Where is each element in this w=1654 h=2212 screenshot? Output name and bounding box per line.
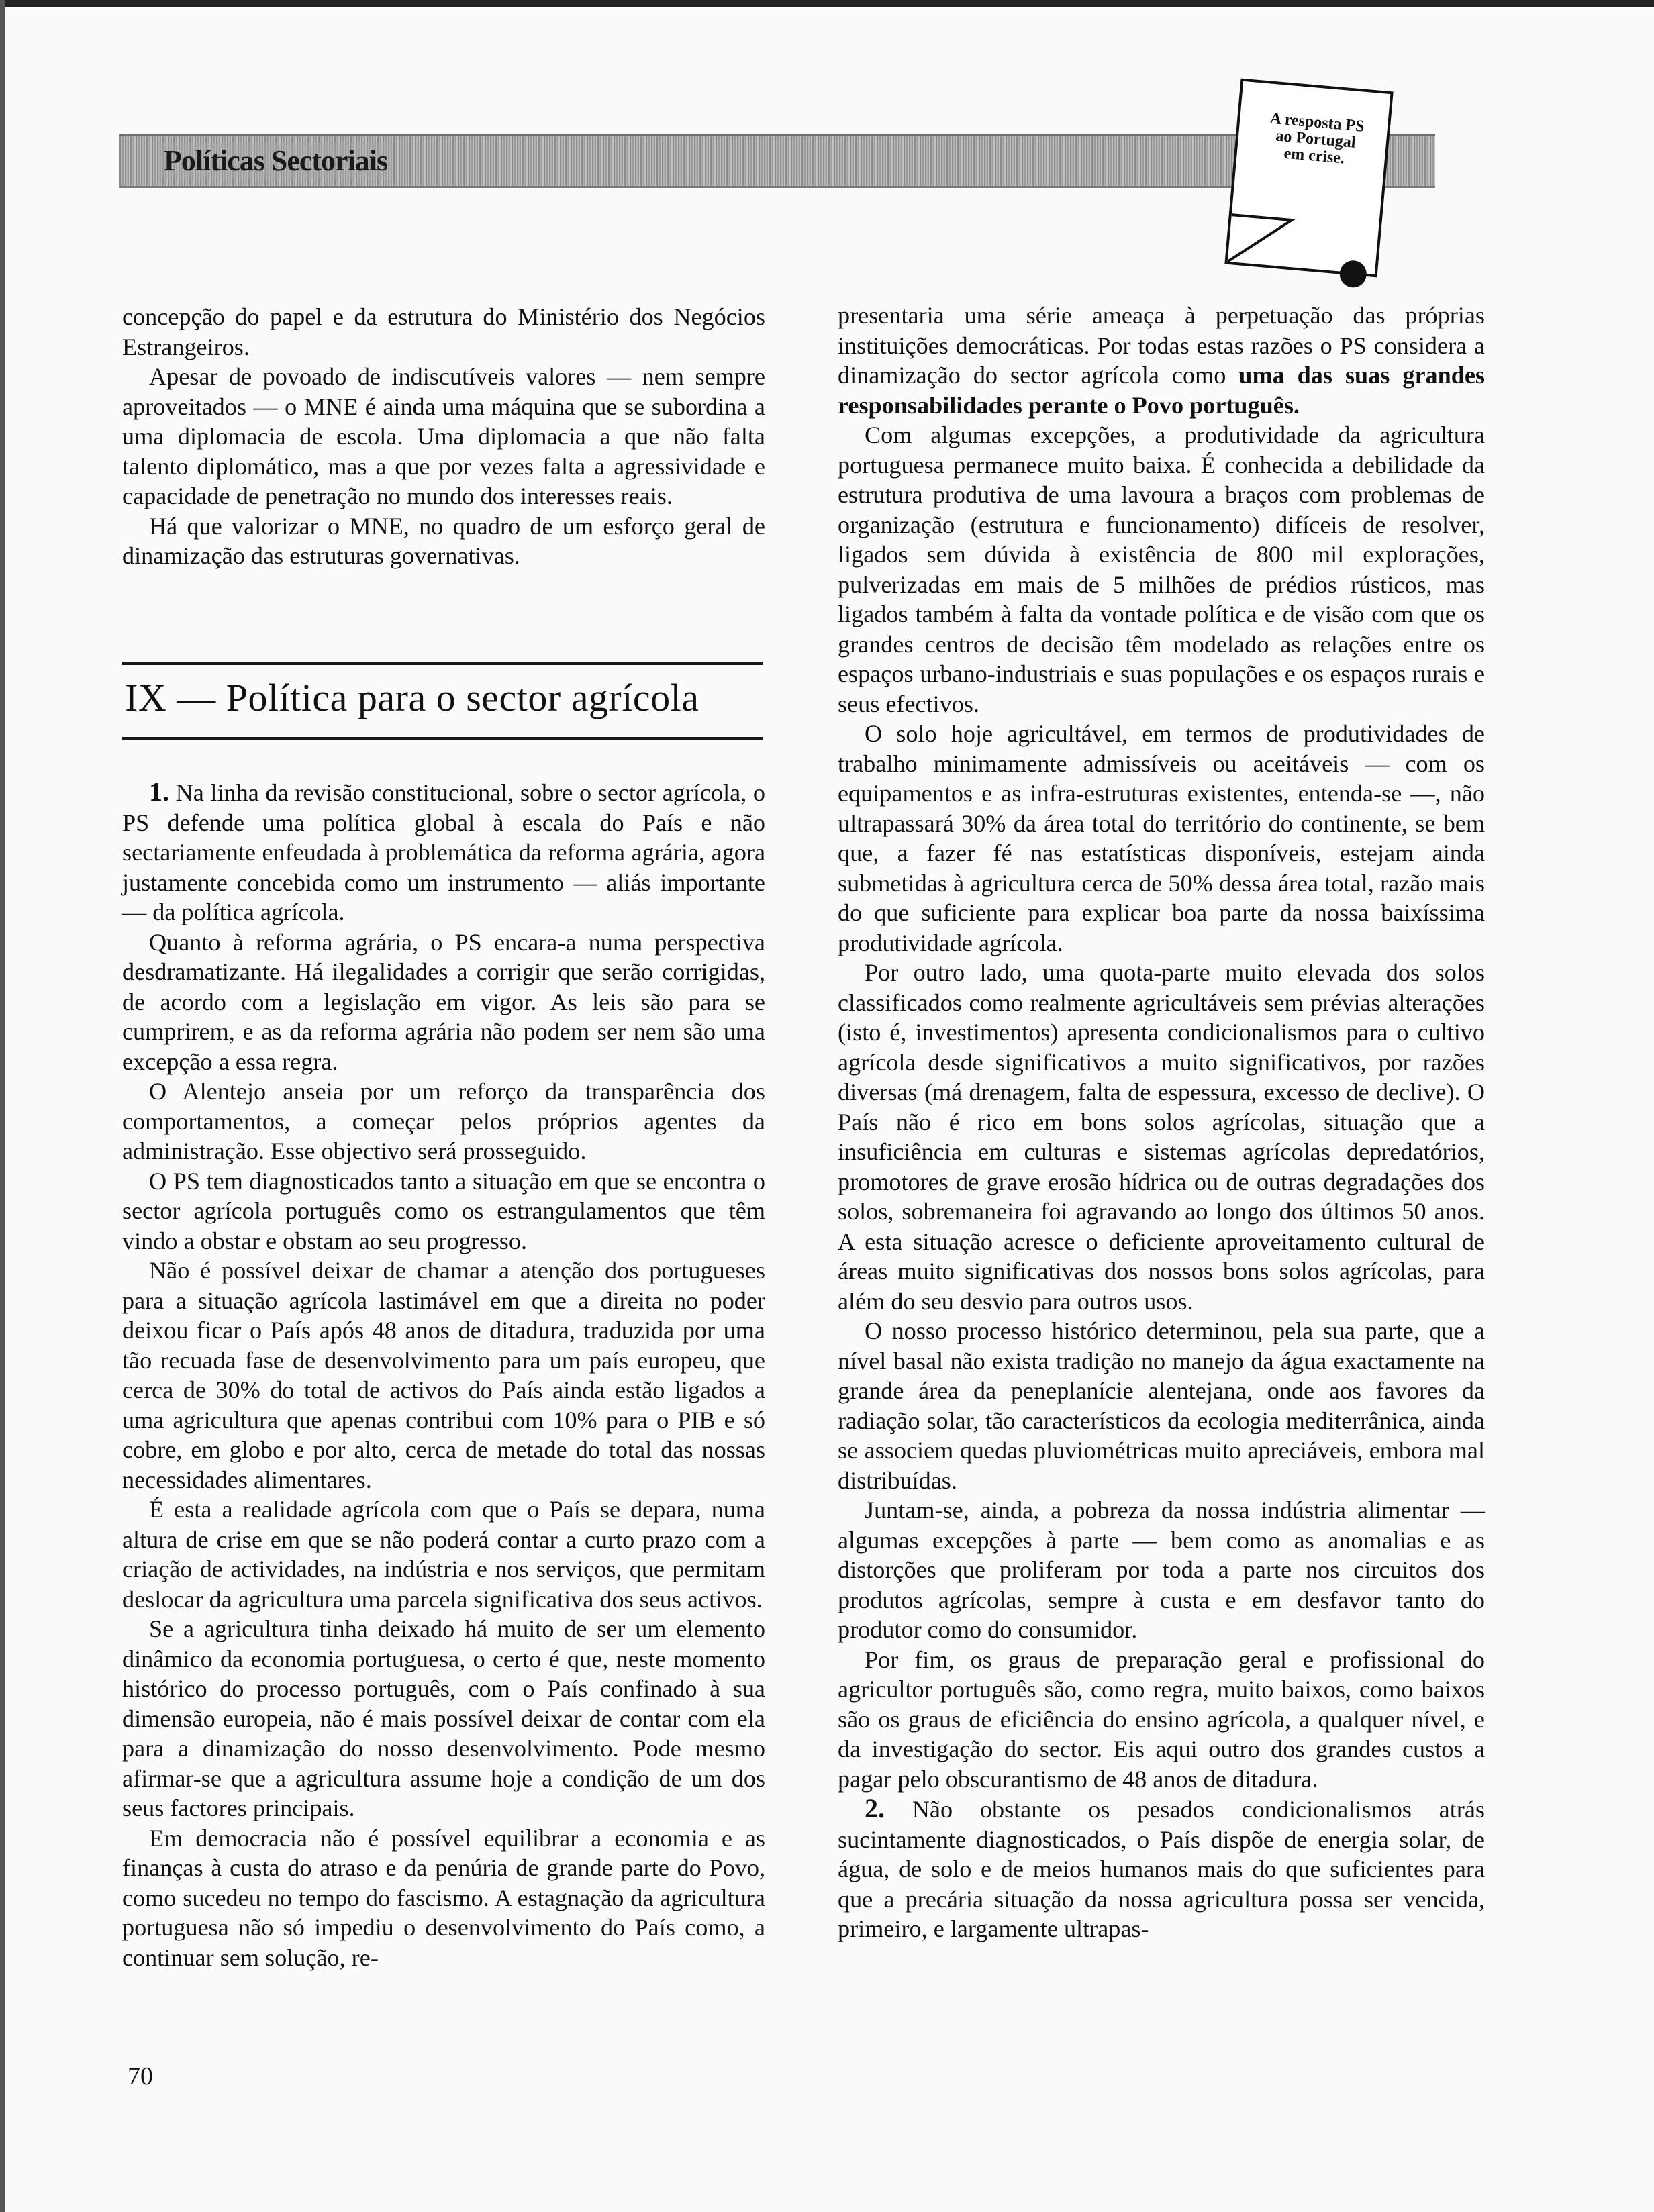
body-paragraph: Por outro lado, uma quota-parte muito elevada dos solos classificados como realmente agricultáveis sem prévias alterações (isto é, investimentos) apresenta condicionalismos para o cultivo agrícola desde significativos a muito significativos, por razões diversas (má drenagem, falta de espessura, excesso de declive). O País não é rico em bons solos agrícolas, situação que a insuficiência em culturas e sistemas agrícolas depredatórios, promotores de grave erosão hídrica ou de outras degradações dos solos, sobremaneira foi agravando ao longo dos últimos 50 anos. A esta situação acresce o deficiente aproveitamento cultural de áreas muito significativas dos nossos bons solos agrícolas, para além do seu desvio para outros usos.	[838, 959, 1485, 1315]
right-column	[838, 301, 1485, 1944]
body-paragraph: O Alentejo anseia por um reforço da transparência dos comportamentos, a começar pelos próprios agentes da administração. Esse objectivo será prosseguido.	[122, 1078, 765, 1164]
body-paragraph: O solo hoje agricultável, em termos de produtividades de trabalho minimamente admissíveis ou aceitáveis — com os equipamentos e as infra-estruturas existentes, entenda-se —, não ultrapassará 30% da área total do território do continente, se bem que, a fazer fé nas estatísticas disponíveis, estejam ainda submetidas à agricultura cerca de 50% dessa área total, razão mais do que suficiente para explicar boa parte da nossa baixíssima produtividade agrícola.	[838, 720, 1485, 956]
title-rule-top	[122, 662, 763, 665]
body-paragraph: Por fim, os graus de preparação geral e profissional do agricultor português são, como regra, muito baixos, como baixos são os graus de eficiência do ensino agrícola, a qualquer nível, e da investigação do sector. Eis aqui outro dos grandes custos a pagar pelo obscurantismo de 48 anos de ditadura.	[838, 1646, 1485, 1793]
intro-paragraph: Apesar de povoado de indiscutíveis valores — nem sempre aproveitados — o MNE é ainda uma máquina que se subordina a uma diplomacia de escola. Uma diplomacia a que não falta talento diplomático, mas a que por vezes falta a agressividade e capacidade de penetração no mundo dos interesses reais.	[122, 363, 765, 509]
body-paragraph: Com algumas excepções, a produtividade da agricultura portuguesa permanece muito baixa. É conhecida a debilidade da estrutura produtiva de uma lavoura a braços com problemas de organização (estrutura e funcionamento) difíceis de resolver, ligados sem dúvida à existência de 800 mil explorações, pulverizadas em mais de 5 milhões de prédios rústicos, mas ligados também à falta da vontade política e de visão com que os grandes centros de decisão têm modelado as relações entre os espaços urbano-industriais e suas populações e os espaços rurais e seus efectivos.	[838, 421, 1485, 717]
paragraph-number: 1.	[149, 776, 169, 807]
body-paragraph: É esta a realidade agrícola com que o País se depara, numa altura de crise em que se não poderá contar a curto prazo com a criação de actividades, na indústria e nos serviços, que permitam deslocar da agricultura uma parcela significativa dos seus activos.	[122, 1496, 765, 1613]
intro-paragraph: Há que valorizar o MNE, no quadro de um esforço geral de dinamização das estruturas governativas.	[122, 512, 765, 569]
title-rule-bottom	[122, 737, 763, 740]
page-edge-top	[0, 0, 1654, 7]
body-paragraph: Não é possível deixar de chamar a atenção dos portugueses para a situação agrícola lastimável em que a direita no poder deixou ficar o País após 48 anos de ditadura, traduzida por uma tão recuada fase de desenvolvimento para um país europeu, que cerca de 30% do total de activos do País ainda estão ligados a uma agricultura que apenas contribui com 10% para o PIB e só cobre, em globo e por alto, cerca de metade do total das nossas necessidades alimentares.	[122, 1257, 765, 1493]
body-paragraph: 2. Não obstante os pesados condicionalismos atrás sucintamente diagnosticados, o País dispõe de energia solar, de água, de solo e de meios humanos mais do que suficientes para que a precária situação da nossa agricultura possa ser vencida, primeiro, e largamente ultrapas-	[838, 1793, 1485, 1942]
emphasis-text: uma das suas grandes responsabilidades perante o Povo português.	[838, 362, 1485, 419]
body-paragraph: 1. Na linha da revisão constitucional, sobre o sector agrícola, o PS defende uma política global à escala do País e não sectariamente enfeudada à problemática da reforma agrária, agora justamente concebida como um instrumento — aliás importante — da política agrícola.	[122, 776, 765, 925]
body-paragraph: O PS tem diagnosticados tanto a situação em que se encontra o sector agrícola português como os estrangulamentos que têm vindo a obstar e obstam ao seu progresso.	[122, 1167, 765, 1254]
intro-paragraph: concepção do papel e da estrutura do Ministério dos Negócios Estrangeiros.	[122, 303, 765, 360]
intro-column	[122, 302, 765, 571]
section-label: Políticas Sectoriais	[158, 142, 393, 179]
body-paragraph: presentaria uma série ameaça à perpetuação das próprias instituições democráticas. Por todas estas razões o PS considera a dinamização do sector agrícola como uma das suas grandes responsabilidades perante o Povo português.	[838, 302, 1485, 419]
body-paragraph: O nosso processo histórico determinou, pela sua parte, que a nível basal não exista tradição no manejo da água exactamente na grande área da peneplanície alentejana, onde aos favores da radiação solar, tão característicos da ecologia mediterrânica, ainda se associem quedas pluviométricas muito apreciáveis, embora mal distribuídas.	[838, 1317, 1485, 1494]
page-edge-left	[0, 0, 5, 2212]
page-fold-icon	[1228, 188, 1314, 268]
body-paragraph: Quanto à reforma agrária, o PS encara-a numa perspectiva desdramatizante. Há ilegalidades a corrigir que serão corrigidas, de acordo com a legislação em vigor. As leis são para se cumprirem, e as da reforma agrária não podem ser nem são uma excepção a essa regra.	[122, 928, 765, 1075]
page-number: 70	[128, 2062, 153, 2091]
body-paragraph: Juntam-se, ainda, a pobreza da nossa indústria alimentar — algumas excepções à parte — bem como as anomalias e as distorções que proliferam por toda a parte nos circuitos dos produtos agrícolas, sempre à custa e em desfavor tanto do produtor como do consumidor.	[838, 1497, 1485, 1643]
ps-logo	[1224, 79, 1393, 278]
body-paragraph: Em democracia não é possível equilibrar a economia e as finanças à custa do atraso e da penúria de grande parte do Povo, como sucedeu no tempo do fascismo. A estagnação da agricultura portuguesa não só impediu o desenvolvimento do País como, a continuar sem solução, re-	[122, 1824, 765, 1971]
paragraph-number: 2.	[865, 1793, 885, 1823]
section-title: IX — Política para o sector agrícola	[125, 676, 699, 719]
rose-seal-icon	[1339, 260, 1367, 289]
body-paragraph: Se a agricultura tinha deixado há muito de ser um elemento dinâmico da economia portuguesa, o certo é que, neste momento histórico do processo português, com o País confinado à sua dimensão europeia, não é mais possível deixar de contar com ela para a dinamização do nosso desenvolvimento. Pode mesmo afirmar-se que a agricultura assume hoje a condição de um dos seus factores principais.	[122, 1615, 765, 1821]
left-column	[122, 777, 765, 1972]
logo-text: A resposta PS ao Portugal em crise.	[1269, 109, 1365, 168]
